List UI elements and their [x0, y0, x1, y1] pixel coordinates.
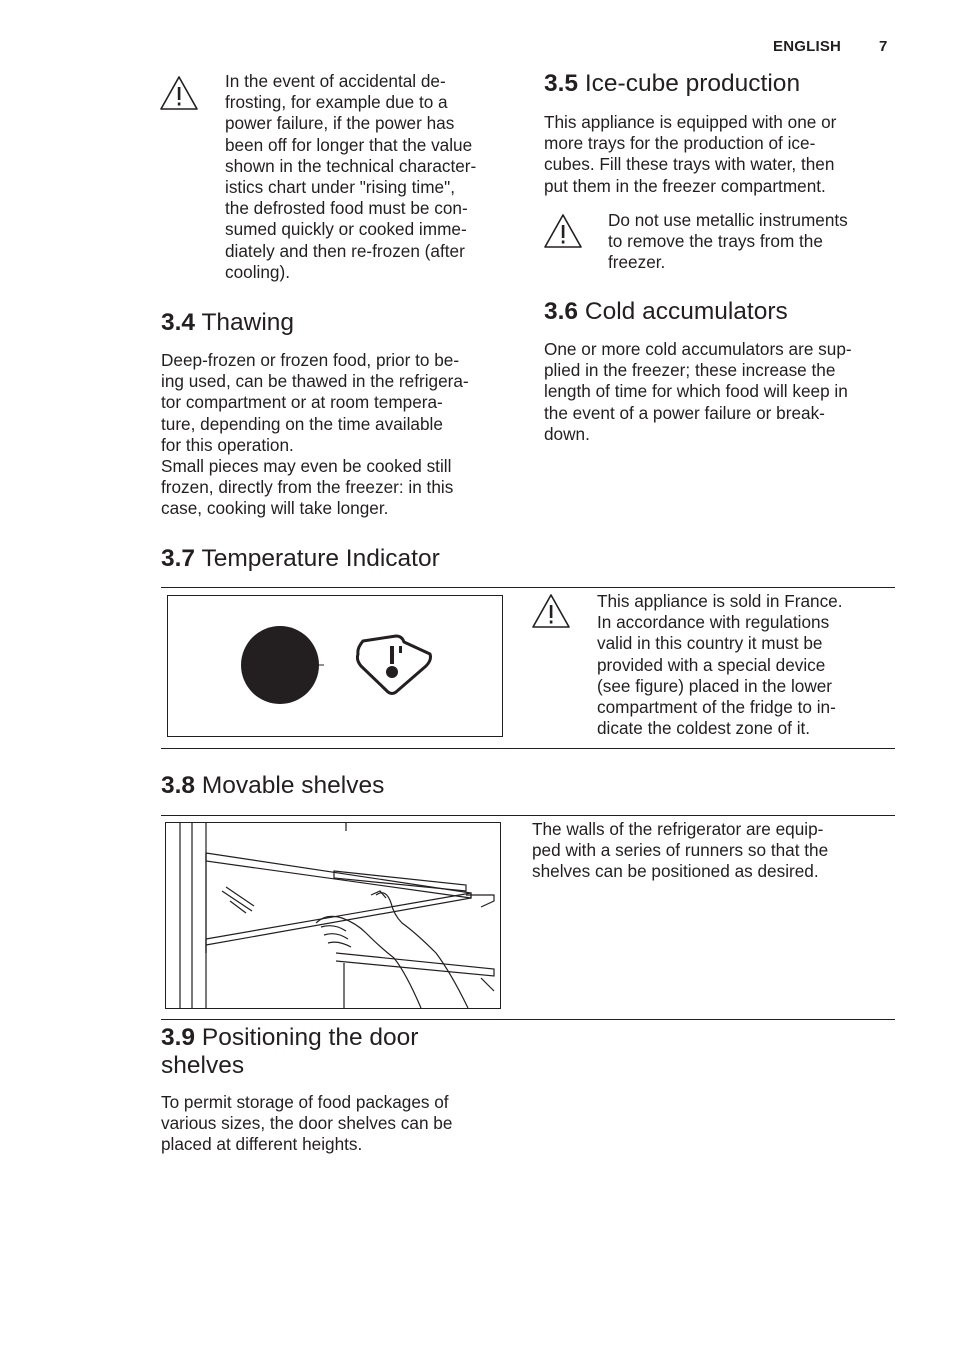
- cold-accumulators-text: One or more cold accumulators are sup- plied in the freezer; these increase the length of time for which food will keep in the event of a power failure or break- down.: [544, 339, 852, 444]
- shelf-illustration: [166, 823, 500, 1008]
- warning-triangle-icon: [159, 74, 199, 114]
- divider: [161, 748, 895, 749]
- section-title: Temperature Indicator: [201, 545, 440, 572]
- page-number: 7: [879, 38, 888, 55]
- thermometer-warning-icon: [357, 636, 430, 694]
- section-number: 3.7: [161, 545, 196, 572]
- warning-triangle-icon: [531, 592, 571, 632]
- section-title: Movable shelves: [201, 772, 385, 799]
- ice-cube-text: This appliance is equipped with one or more trays for the production of ice- cubes. Fill these trays with water, then put them in the freezer compartment.: [544, 112, 837, 196]
- section-title: Thawing: [201, 309, 295, 336]
- section-number: 3.5: [544, 70, 579, 97]
- thawing-text: Deep-frozen or frozen food, prior to be- ing used, can be thawed in the refrigera- tor compartment or at room tempera- ture, depending on the time available for this operation. Small pieces may even be cooked still frozen, directly from the freezer: in this case, cooking will take longer.: [161, 350, 469, 519]
- heading-cold-accumulators: [544, 298, 788, 326]
- movable-shelves-text: The walls of the refrigerator are equip- ped with a series of runners so that the shelves can be positioned as desired.: [532, 819, 829, 882]
- section-number: 3.8: [161, 772, 196, 799]
- temperature-indicator-figure: [167, 595, 503, 737]
- heading-temperature-indicator: [161, 545, 440, 573]
- heading-movable-shelves: [161, 772, 384, 800]
- door-shelves-text: To permit storage of food packages of various sizes, the door shelves can be placed at different heights.: [161, 1092, 453, 1155]
- warning-triangle-icon: [543, 212, 583, 252]
- section-number: 3.9: [161, 1024, 196, 1051]
- movable-shelves-figure: [165, 822, 501, 1009]
- heading-door-shelves: [161, 1024, 491, 1080]
- section-title: Cold accumulators: [584, 298, 788, 325]
- divider: [161, 815, 895, 816]
- heading-thawing: [161, 309, 294, 337]
- heading-ice-cube: [544, 70, 800, 98]
- section-title: Ice-cube production: [584, 70, 801, 97]
- divider: [161, 587, 895, 588]
- temperature-indicator-illustration: [168, 596, 502, 736]
- temperature-indicator-warning-text: This appliance is sold in France. In accordance with regulations valid in this country it must be provided with a special device (see figure) placed in the lower compartment of the fridge to in- dicate the coldest zone of it.: [597, 591, 843, 739]
- warning-defrost-text: In the event of accidental de- frosting, for example due to a power failure, if the power has been off for longer that the value shown in the technical character- istics chart under "rising time", the defrosted food must be con- sumed quickly or cooked imme- diately and then re-frozen (after cooling).: [225, 71, 477, 282]
- divider: [161, 1019, 895, 1020]
- ice-cube-warning-text: Do not use metallic instruments to remove the trays from the freezer.: [608, 210, 848, 273]
- section-number: 3.4: [161, 309, 196, 336]
- indicator-disc: [241, 626, 319, 704]
- header-language: ENGLISH: [773, 38, 842, 55]
- section-title: Positioning the door shelves: [161, 1024, 419, 1079]
- section-number: 3.6: [544, 298, 579, 325]
